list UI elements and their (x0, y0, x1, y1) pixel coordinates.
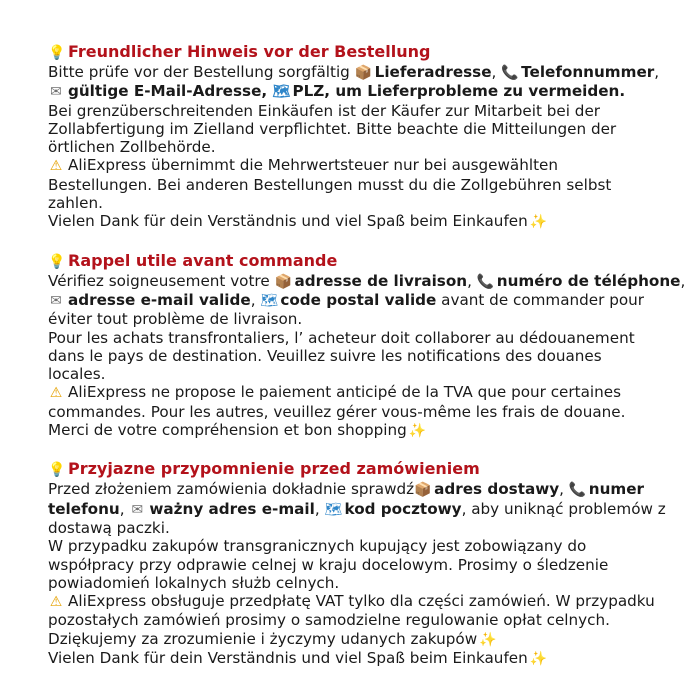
text-line: współpracy przy odprawie celnej w kraju docelowym. Prosimy o śledzenie (48, 555, 609, 574)
phone-icon: 📞 (476, 273, 495, 290)
section-french (48, 250, 686, 441)
warning-icon: ⚠ (49, 385, 63, 402)
heading-polish: 💡 Przyjazne przypomnienie przed zamówieniem (48, 459, 480, 479)
warning-icon: ⚠ (49, 158, 63, 175)
text-line: powiadomień lokalnych służb celnych. (48, 573, 340, 592)
text-line: Zollabfertigung im Zielland verpflichtet. Bitte beachte die Mitteilungen der (48, 119, 617, 138)
sparkles-icon: ✨ (479, 631, 497, 648)
heading-german: 💡 Freundlicher Hinweis vor der Bestellung (48, 42, 431, 61)
sparkles-icon: ✨ (408, 423, 427, 440)
sparkles-icon: ✨ (529, 214, 548, 231)
text-line: telefonu, ✉ ważny adres e-mail, 🗺 kod pocztowy, aby uniknąć problemów z (48, 499, 666, 518)
text-line: Vielen Dank für dein Verständnis und viel Spaß beim Einkaufen ✨ (48, 212, 548, 231)
text-line: ✉ adresse e-mail valide, 🗺 code postal valide avant de commander pour (48, 291, 660, 310)
text-line: ⚠ AliExpress obsługuje przedpłatę VAT tylko dla części zamówień. W przypadku (49, 592, 655, 611)
phone-icon: 📞 (568, 482, 587, 499)
envelope-icon: ✉ (50, 84, 62, 101)
lightbulb-icon: 💡 (48, 253, 66, 270)
package-icon: 📦 (354, 65, 373, 81)
text-line: Bei grenzüberschreitenden Einkäufen ist der Käufer zur Mitarbeit bei der (48, 101, 601, 120)
map-icon: 🗺 (260, 292, 279, 309)
envelope-icon: ✉ (50, 292, 62, 309)
warning-icon: ⚠ (49, 594, 63, 611)
text-line: Przed złożeniem zamówienia dokładnie sprawdź📦 adres dostawy, 📞 numer (48, 480, 645, 499)
lightbulb-icon: 💡 (48, 45, 66, 61)
text-line: ⚠ AliExpress ne propose le paiement anticipé de la TVA que pour certaines (49, 383, 622, 402)
text-line: ⚠ AliExpress übernimmt die Mehrwertsteuer nur bei ausgewählten (49, 156, 559, 175)
text-line: W przypadku zakupów transgranicznych kupujący jest zobowiązany do (48, 537, 587, 556)
text-line: dans le pays de destination. Veuillez suivre les notifications des douanes (48, 346, 602, 365)
text-line: ✉ gültige E-Mail-Adresse, 🗺 PLZ, um Lieferprobleme zu vermeiden. (48, 82, 660, 101)
text-line: örtlichen Zollbehörde. (48, 138, 216, 157)
text-line: Bitte prüfe vor der Bestellung sorgfältig 📦 Lieferadresse, 📞 Telefonnummer, (48, 63, 660, 81)
text-line: Vielen Dank für dein Verständnis und viel Spaß beim Einkaufen ✨ (48, 649, 548, 668)
package-icon: 📦 (274, 273, 292, 290)
package-icon: 📦 (414, 482, 432, 499)
phone-icon: 📞 (501, 65, 519, 81)
heading-french: 💡 Rappel utile avant commande (48, 250, 338, 270)
lightbulb-icon: 💡 (48, 462, 66, 479)
text-line: Bestellungen. Bei anderen Bestellungen musst du die Zollgebühren selbst (48, 175, 612, 194)
text-line: dostawą paczki. (48, 518, 170, 537)
map-icon: 🗺 (324, 501, 343, 518)
section-polish (48, 459, 666, 668)
envelope-icon: ✉ (131, 501, 144, 518)
text-line: zahlen. (48, 194, 103, 213)
text-line: éviter tout problème de livraison. (48, 310, 303, 329)
section-german (48, 42, 660, 232)
text-line: Vérifiez soigneusement votre 📦 adresse de livraison, 📞 numéro de téléphone, (48, 271, 686, 290)
text-line: Dziękujemy za zrozumienie i życzymy udanych zakupów ✨ (48, 629, 497, 648)
text-line: locales. (48, 365, 106, 384)
text-line: Merci de votre compréhension et bon shopping ✨ (48, 421, 427, 440)
text-line: pozostałych zamówień prosimy o samodzielne regulowanie opłat celnych. (48, 611, 610, 630)
text-line: commandes. Pour les autres, veuillez gérer vous-même les frais de douane. (48, 402, 626, 421)
map-icon: 🗺 (272, 84, 291, 101)
text-line: Pour les achats transfrontaliers, l’ acheteur doit collaborer au dédouanement (48, 328, 635, 347)
sparkles-icon: ✨ (529, 651, 548, 668)
